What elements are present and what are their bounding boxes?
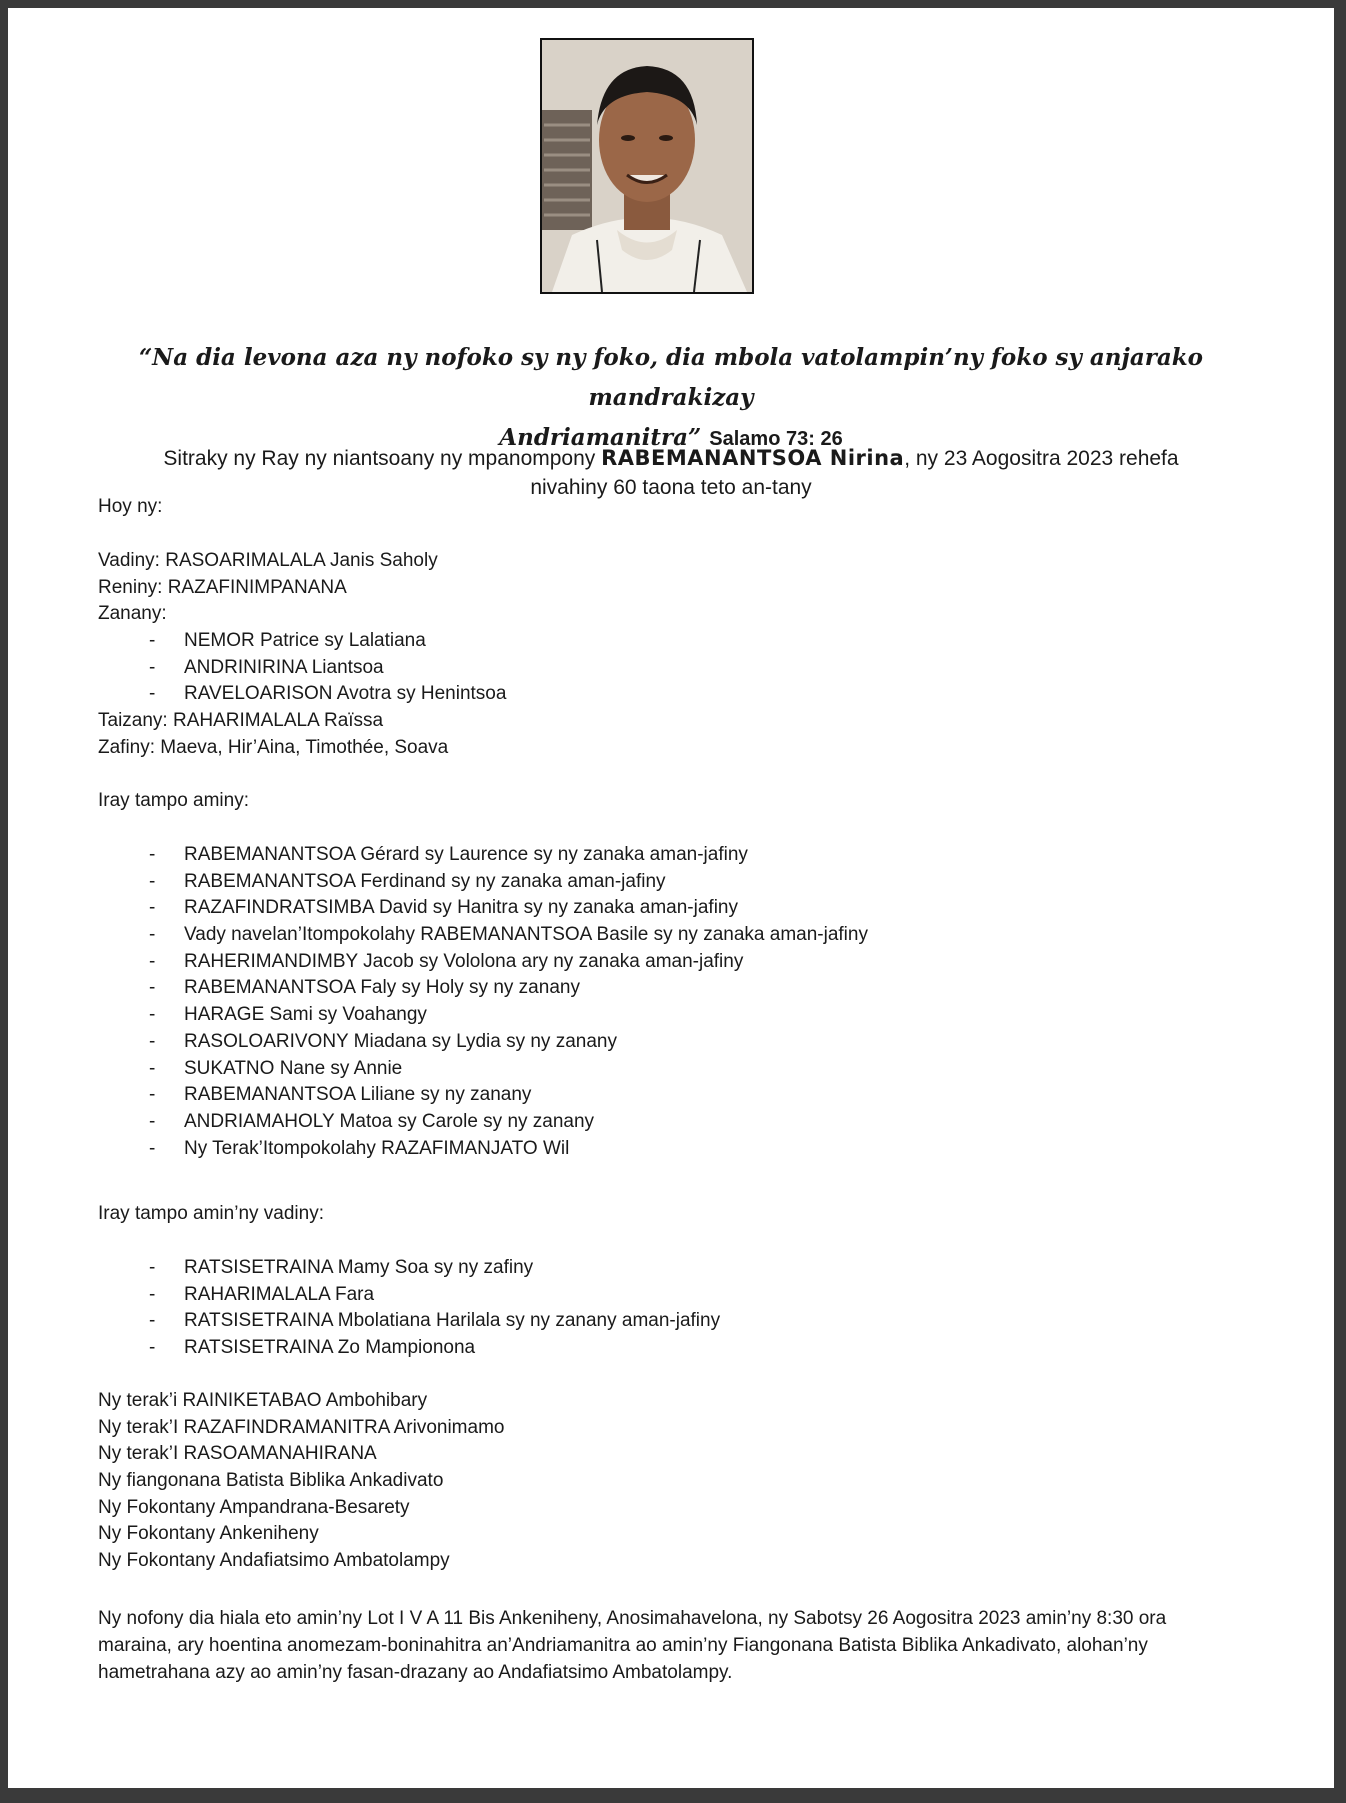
dash: - <box>149 870 156 892</box>
zanany-label: Zanany: <box>98 603 167 625</box>
family-list <box>98 548 1248 762</box>
list-item-text: RABEMANANTSOA Gérard sy Laurence sy ny zanaka aman-jafiny <box>184 844 748 865</box>
iray-tampo-aminy-label-block <box>98 788 1248 815</box>
funeral-details-line-1: Ny nofony dia hiala eto amin’ny Lot I V A 11 Bis Ankeniheny, Anosimahavelona, ny Sabotsy 26 Aogositra 2023 amin’ny 8:30 ora <box>98 1608 1167 1629</box>
bible-verse <box>68 338 1274 459</box>
others-list <box>98 1388 1248 1575</box>
iray-tampo-aminy-label: Iray tampo aminy: <box>98 790 249 811</box>
list-item <box>98 842 1248 869</box>
list-item <box>98 1109 1248 1136</box>
list-item <box>98 869 1248 896</box>
list-item-text: ANDRINIRINA Liantsoa <box>184 656 384 678</box>
list-item-text: RASOLOARIVONY Miadana sy Lydia sy ny zanany <box>184 1030 617 1052</box>
dash: - <box>149 1057 156 1079</box>
dash: - <box>149 1257 156 1278</box>
others-item: Ny fiangonana Batista Biblika Ankadivato <box>98 1470 444 1492</box>
list-item <box>98 1136 1248 1163</box>
dash: - <box>149 897 156 919</box>
obituary-page <box>8 8 1334 1788</box>
others-item: Ny Fokontany Ampandrana-Besarety <box>98 1496 410 1518</box>
funeral-details <box>98 1605 1248 1686</box>
list-item <box>98 922 1248 949</box>
announcement-line-1 <box>88 444 1254 473</box>
list-item <box>98 1282 1248 1309</box>
list-item-text: RAHARIMALALA Fara <box>184 1283 375 1305</box>
others-item: Ny terak’i RAINIKETABAO Ambohibary <box>98 1390 428 1411</box>
others-item: Ny terak’I RAZAFINDRAMANITRA Arivonimamo <box>98 1416 505 1438</box>
verse-line-2-text: Andriamanitra” <box>499 424 702 451</box>
verse-reference: Salamo 73: 26 <box>709 428 843 450</box>
list-item-text: SUKATNO Nane sy Annie <box>184 1057 403 1079</box>
dash: - <box>149 1310 156 1332</box>
dash: - <box>149 1337 156 1359</box>
others-item: Ny Fokontany Andafiatsimo Ambatolampy <box>98 1550 450 1572</box>
list-item <box>98 1082 1248 1109</box>
list-item-text: Ny Terak’Itompokolahy RAZAFIMANJATO Wil <box>184 1137 570 1159</box>
portrait-photo <box>540 38 754 294</box>
list-item-text: Vady navelan’Itompokolahy RABEMANANTSOA Basile sy ny zanaka aman-jafiny <box>184 924 868 946</box>
vadiny: Vadiny: RASOARIMALALA Janis Saholy <box>98 550 438 571</box>
iray-tampo-vadiny-label: Iray tampo amin’ny vadiny: <box>98 1203 324 1224</box>
funeral-details-line-3: hametrahana azy ao amin’ny fasan-drazany ao Andafiatsimo Ambatolampy. <box>98 1662 733 1683</box>
list-item <box>98 949 1248 976</box>
list-item-text: RAVELOARISON Avotra sy Henintsoa <box>184 683 507 705</box>
list-item <box>98 1335 1248 1362</box>
announcement-after: , ny 23 Aogositra 2023 rehefa <box>904 447 1179 470</box>
list-item <box>98 1056 1248 1083</box>
list-item <box>98 1029 1248 1056</box>
dash: - <box>149 630 156 652</box>
funeral-details-line-2: maraina, ary hoentina anomezam-boninahitra an’Andriamanitra ao amin’ny Fiangonana Batista Biblika Ankadivato, alohan’ny <box>98 1635 1148 1656</box>
list-item-text: RABEMANANTSOA Faly sy Holy sy ny zanany <box>184 977 580 999</box>
dash: - <box>149 1030 156 1052</box>
dash: - <box>149 1084 156 1106</box>
dash: - <box>149 977 156 999</box>
iray-tampo-aminy-list <box>98 842 1248 1162</box>
others-item: Ny Fokontany Ankeniheny <box>98 1523 319 1545</box>
others-item: Ny terak’I RASOAMANAHIRANA <box>98 1443 377 1465</box>
list-item-text: RATSISETRAINA Mamy Soa sy ny zafiny <box>184 1257 534 1278</box>
deceased-name: RABEMANANTSOA Nirina <box>601 446 905 470</box>
list-item <box>98 1308 1248 1335</box>
hoy-ny-label-block <box>98 494 1248 521</box>
iray-tampo-vadiny-list <box>98 1255 1248 1362</box>
iray-tampo-vadiny-label-block <box>98 1201 1248 1228</box>
reniny: Reniny: RAZAFINIMPANANA <box>98 576 347 598</box>
dash: - <box>149 683 156 705</box>
zafiny: Zafiny: Maeva, Hir’Aina, Timothée, Soava <box>98 736 449 758</box>
list-item-text: RATSISETRAINA Mbolatiana Harilala sy ny zanany aman-jafiny <box>184 1310 721 1332</box>
list-item <box>98 1255 1248 1282</box>
dash: - <box>149 1283 156 1305</box>
verse-line-1: “Na dia levona aza ny nofoko sy ny foko, dia mbola vatolampin’ny foko sy anjarako mandrakizay <box>138 344 1204 411</box>
list-item <box>98 655 1248 682</box>
list-item-text: HARAGE Sami sy Voahangy <box>184 1004 427 1026</box>
list-item-text: RATSISETRAINA Zo Mampionona <box>184 1337 476 1359</box>
dash: - <box>149 1137 156 1159</box>
announcement-before: Sitraky ny Ray ny niantsoany ny mpanompony <box>163 447 602 470</box>
list-item <box>98 681 1248 708</box>
dash: - <box>149 656 156 678</box>
portrait-image <box>542 40 752 292</box>
list-item-text: RABEMANANTSOA Ferdinand sy ny zanaka aman-jafiny <box>184 870 666 892</box>
list-item <box>98 628 1248 655</box>
list-item <box>98 895 1248 922</box>
dash: - <box>149 950 156 972</box>
list-item <box>98 1002 1248 1029</box>
list-item-text: RAZAFINDRATSIMBA David sy Hanitra sy ny zanaka aman-jafiny <box>184 897 738 919</box>
dash: - <box>149 924 156 946</box>
list-item-text: RAHERIMANDIMBY Jacob sy Vololona ary ny zanaka aman-jafiny <box>184 950 744 972</box>
list-item <box>98 975 1248 1002</box>
list-item-text: NEMOR Patrice sy Lalatiana <box>184 630 426 652</box>
announcement-line-2: nivahiny 60 taona teto an-tany <box>530 476 812 499</box>
dash: - <box>149 1110 156 1132</box>
list-item-text: RABEMANANTSOA Liliane sy ny zanany <box>184 1084 532 1106</box>
dash: - <box>149 844 156 865</box>
hoy-ny-label: Hoy ny: <box>98 496 163 517</box>
dash: - <box>149 1004 156 1026</box>
taizany: Taizany: RAHARIMALALA Raïssa <box>98 710 384 732</box>
list-item-text: ANDRIAMAHOLY Matoa sy Carole sy ny zanany <box>184 1110 595 1132</box>
